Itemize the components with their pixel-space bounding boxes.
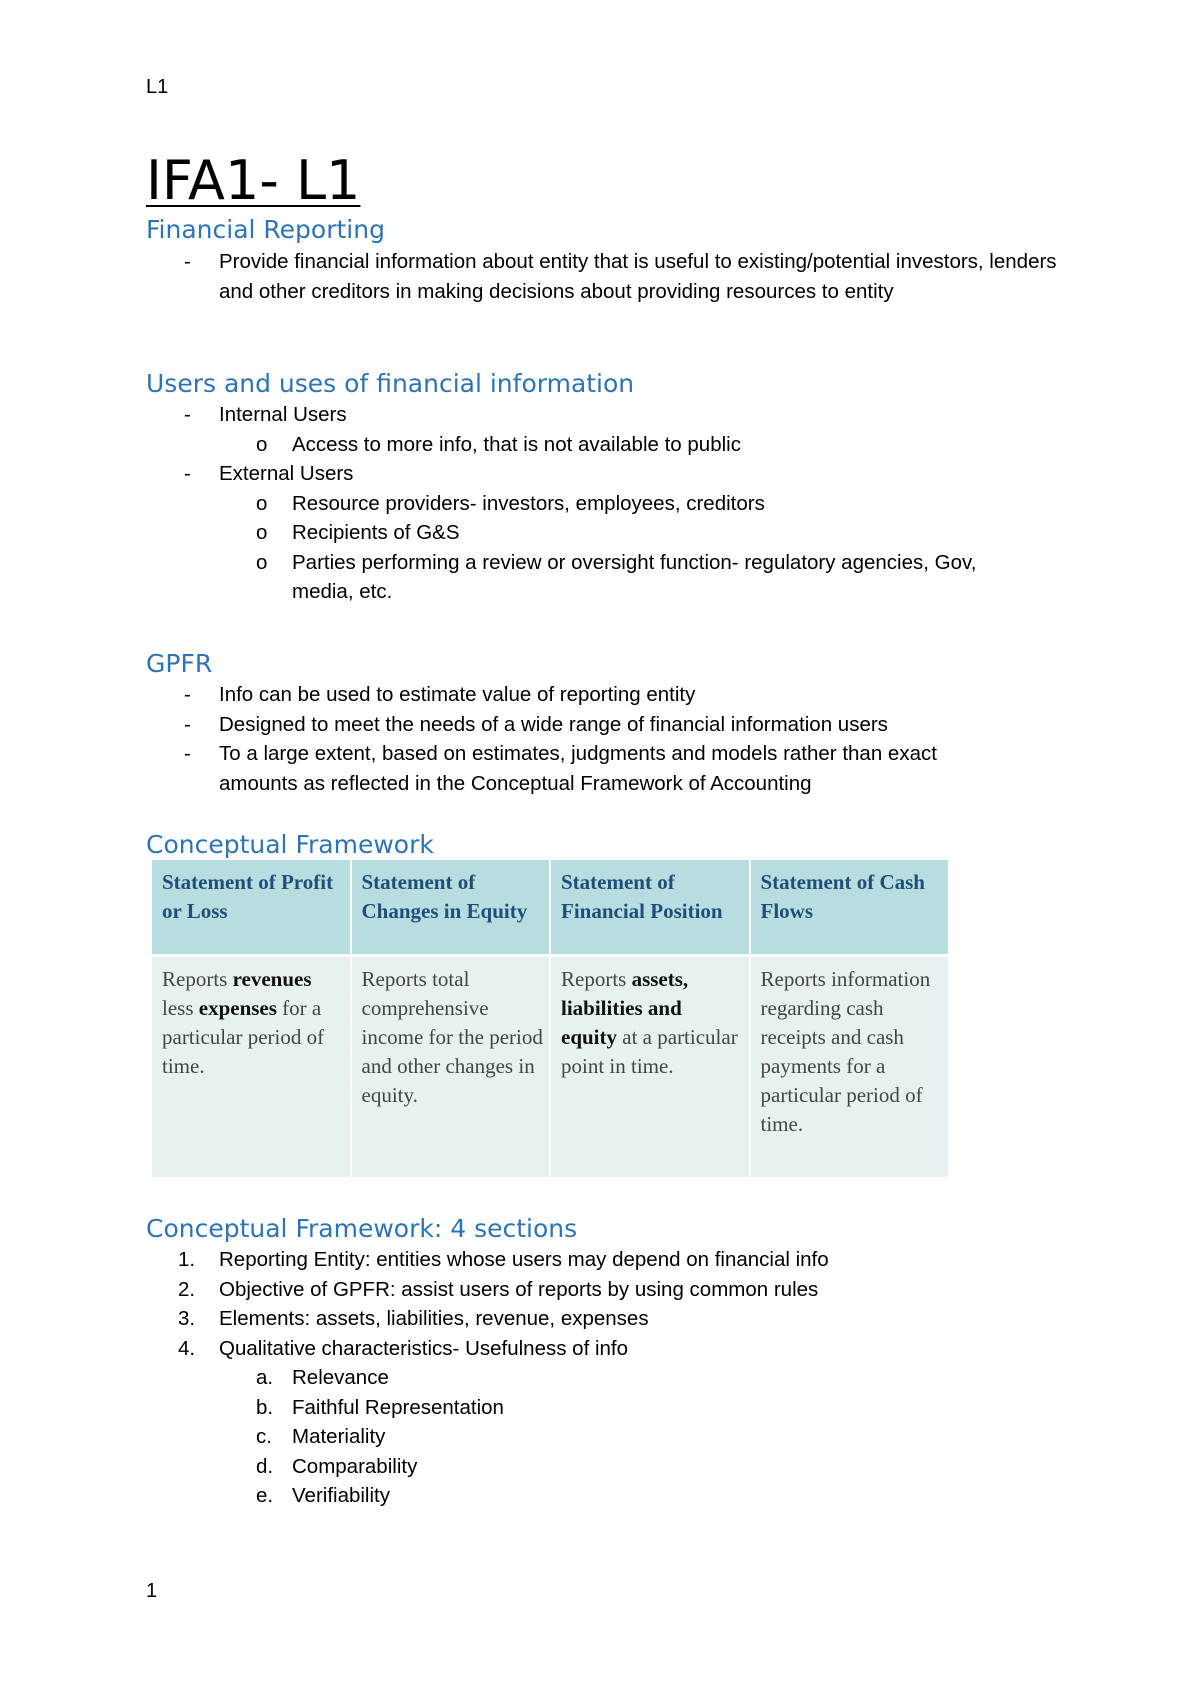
circle-bullet: o: [256, 491, 268, 515]
emphasis-text: revenues: [232, 967, 312, 991]
section-heading: Conceptual Framework: [146, 830, 434, 859]
section-heading: Financial Reporting: [146, 215, 385, 244]
letter-marker: b.: [256, 1395, 274, 1419]
table-cell: [352, 957, 550, 1177]
page-header: L1: [146, 76, 169, 98]
list-item: b. Faithful Representation: [146, 1393, 1066, 1423]
cell-text: Reports information regarding cash receipts and cash payments for a particular period of time.: [760, 967, 931, 1136]
list-item: c. Materiality: [146, 1422, 1066, 1452]
list-item: o Parties performing a review or oversight function- regulatory agencies, Gov, media, etc.: [146, 548, 1066, 607]
list-item: 3. Elements: assets, liabilities, revenue, expenses: [146, 1304, 1066, 1334]
conceptual-framework-table: [150, 860, 950, 1177]
letter-marker: d.: [256, 1454, 274, 1478]
circle-bullet: o: [256, 432, 268, 456]
table-header-row: [152, 860, 948, 957]
dash-bullet: -: [184, 462, 191, 485]
letter-marker: c.: [256, 1425, 272, 1448]
list-item: - External Users: [146, 459, 1066, 489]
section-cf-sections: [146, 1214, 1066, 1511]
emphasis-text: expenses: [198, 996, 277, 1020]
dash-bullet: -: [184, 683, 191, 706]
list-item: d. Comparability: [146, 1452, 1066, 1482]
table-header-cell: Statement of Cash Flows: [751, 860, 949, 957]
list-item: - Designed to meet the needs of a wide range of financial information users: [146, 710, 1066, 740]
section-conceptual-framework: [146, 830, 1066, 860]
section-gpfr: [146, 649, 1066, 798]
section-financial-reporting: [146, 215, 1066, 306]
section-users: [146, 369, 1066, 607]
section-heading: GPFR: [146, 649, 213, 678]
table-cell: [551, 957, 749, 1177]
number-marker: 4.: [178, 1336, 196, 1360]
section-heading: Conceptual Framework: 4 sections: [146, 1214, 578, 1243]
table-header-cell: Statement of Financial Position: [551, 860, 749, 957]
list-item: o Resource providers- investors, employees, creditors: [146, 489, 1066, 519]
table-row: [152, 957, 948, 1177]
cell-text: less: [162, 996, 199, 1020]
document-title: IFA1- L1: [146, 149, 361, 212]
cell-text: Reports total comprehensive income for the period and other changes in equity.: [361, 967, 543, 1107]
list-item: e. Verifiability: [146, 1481, 1066, 1511]
table-header-cell: Statement of Profit or Loss: [152, 860, 350, 957]
table-header-cell: Statement of Changes in Equity: [352, 860, 550, 957]
list-item: - Internal Users: [146, 400, 1066, 430]
dash-bullet: -: [184, 742, 191, 765]
page-number: 1: [146, 1580, 158, 1602]
cell-text: Reports: [561, 967, 632, 991]
dash-bullet: -: [184, 712, 191, 736]
dash-bullet: -: [184, 403, 191, 426]
list-item: - Provide financial information about entity that is useful to existing/potential investors, lenders and other creditors in making decisions about providing resources to entity: [146, 247, 1066, 306]
section-heading: Users and uses of financial information: [146, 369, 635, 398]
list-item: 1. Reporting Entity: entities whose users may depend on financial info: [146, 1245, 1066, 1275]
list-item: 4. Qualitative characteristics- Usefulness of info: [146, 1334, 1066, 1364]
number-marker: 3.: [178, 1307, 196, 1330]
number-marker: 2.: [178, 1277, 196, 1301]
emphasis-text: assets, liabilities and equity: [561, 967, 689, 1049]
list-item: o Recipients of G&S: [146, 518, 1066, 548]
list-item: o Access to more info, that is not available to public: [146, 430, 1066, 460]
cell-text: for a particular period of time.: [162, 996, 325, 1078]
cell-text: at a particular point in time.: [561, 1025, 738, 1078]
circle-bullet: o: [256, 550, 268, 574]
letter-marker: e.: [256, 1484, 274, 1507]
letter-marker: a.: [256, 1366, 274, 1389]
list-item: - To a large extent, based on estimates, judgments and models rather than exact amounts as reflected in the Conceptual Framework of Accounting: [146, 739, 1066, 798]
cell-text: Reports: [162, 967, 233, 991]
table-cell: [152, 957, 350, 1177]
dash-bullet: -: [184, 250, 191, 273]
circle-bullet: o: [256, 521, 268, 544]
list-item: a. Relevance: [146, 1363, 1066, 1393]
list-item: - Info can be used to estimate value of reporting entity: [146, 680, 1066, 710]
number-marker: 1.: [178, 1248, 196, 1271]
list-item: 2. Objective of GPFR: assist users of reports by using common rules: [146, 1275, 1066, 1305]
table-cell: [751, 957, 949, 1177]
